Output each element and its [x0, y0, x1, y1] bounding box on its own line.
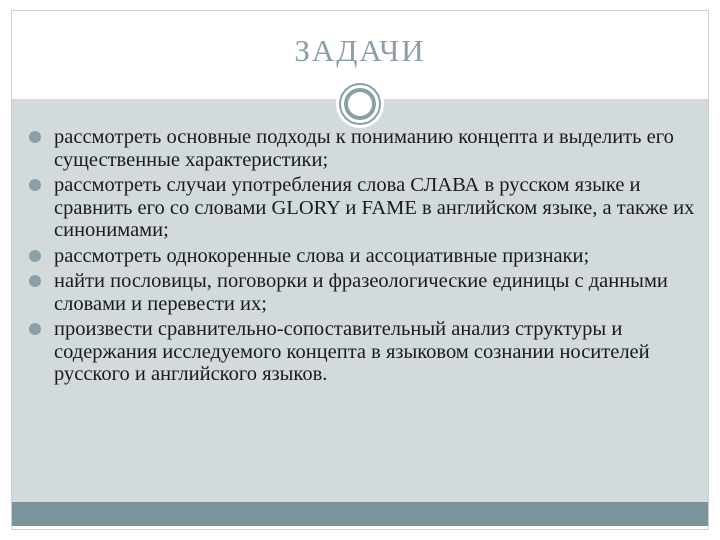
circle-bullet-icon [29, 179, 41, 191]
list-item [20, 318, 700, 386]
circle-bullet-icon [29, 250, 41, 262]
list-item [20, 270, 700, 315]
ring-inner [344, 88, 376, 120]
footer-bar [12, 502, 708, 526]
task-text: найти пословицы, поговорки и фразеологические единицы с данными словами и перевести их; [54, 270, 668, 315]
list-item [20, 126, 700, 171]
task-text: рассмотреть случаи употребления слова СЛАВА в русском языке и сравнить его со словами GLORY и FAME в английском языке, а также их синонимами; [54, 174, 695, 241]
circle-bullet-icon [29, 323, 41, 335]
task-text: рассмотреть однокоренные слова и ассоциативные признаки; [54, 244, 590, 267]
circle-bullet-icon [29, 275, 41, 287]
task-list [20, 126, 700, 386]
list-item [20, 245, 700, 268]
circle-bullet-icon [29, 131, 41, 143]
double-ring-ornament-icon [336, 80, 384, 128]
list-item [20, 174, 700, 242]
slide-title: ЗАДАЧИ [294, 33, 426, 68]
task-text: рассмотреть основные подходы к пониманию концепта и выделить его существенные характеристики; [54, 126, 674, 171]
task-text: произвести сравнительно-сопоставительный анализ структуры и содержания исследуемого концепта в языковом сознании носителей русского и английского языков. [54, 318, 650, 385]
